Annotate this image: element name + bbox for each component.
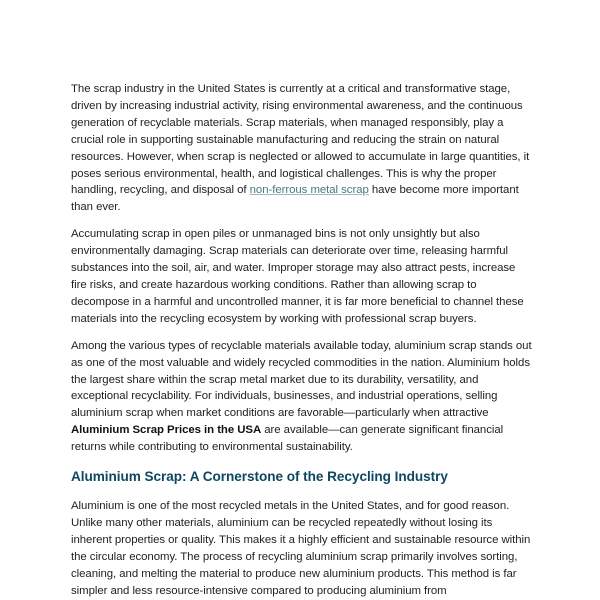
- intro-paragraph: [71, 81, 533, 216]
- intro-text-before-link: The scrap industry in the United States is currently at a critical and transformative stage, driven by increasing industrial activity, rising environmental awareness, and the continuous generation of recyclable materials. Scrap materials, when managed responsibly, play a crucial role in supporting sustainable manufacturing and reducing the strain on natural resources. However, when scrap is neglected or allowed to accumulate in large quantities, it poses serious environmental, health, and logistical challenges. This is why the proper handling, recycling, and disposal of: [71, 83, 530, 197]
- intro-text-after-link: have become more important than ever.: [71, 184, 519, 214]
- section-heading: Aluminium Scrap: A Cornerstone of the Recycling Industry: [71, 469, 448, 485]
- aluminium-recycling-paragraph: Aluminium is one of the most recycled metals in the United States, and for good reason. Unlike many other materials, aluminium can be recycled repeatedly without losing its inherent properties or quality. This makes it a highly efficient and sustainable resource within the circular economy. The process of recycling aluminium scrap primarily involves sorting, cleaning, and melting the material to produce new aluminium products. This method is far simpler and less resource-intensive compared to producing aluminium from: [71, 500, 531, 597]
- aluminium-text-after-bold: are available—can generate significant financial returns while contributing to environmental sustainability.: [71, 424, 504, 454]
- non-ferrous-metal-scrap-link[interactable]: non-ferrous metal scrap: [249, 184, 369, 197]
- aluminium-value-paragraph: [71, 338, 533, 456]
- accumulating-scrap-paragraph: Accumulating scrap in open piles or unmanaged bins is not only unsightly but also environmentally damaging. Scrap materials can deteriorate over time, releasing harmful substances into the soil, air, and water. Improper storage may also attract pests, increase fire risks, and create hazardous working conditions. Rather than allowing scrap to decompose in a harmful and uncontrolled manner, it is far more beneficial to channel these materials into the recycling ecosystem by working with professional scrap buyers.: [71, 228, 524, 325]
- aluminium-prices-bold-text: Aluminium Scrap Prices in the USA: [71, 424, 262, 437]
- aluminium-text-before-bold: Among the various types of recyclable materials available today, aluminium scrap stands out as one of the most valuable and widely recycled commodities in the nation. Aluminium holds the largest share within the scrap metal market due to its durability, versatility, and exceptional recyclability. For individuals, businesses, and industrial operations, selling aluminium scrap when market conditions are favorable—particularly when attractive: [71, 339, 532, 420]
- document-body: [71, 81, 533, 600]
